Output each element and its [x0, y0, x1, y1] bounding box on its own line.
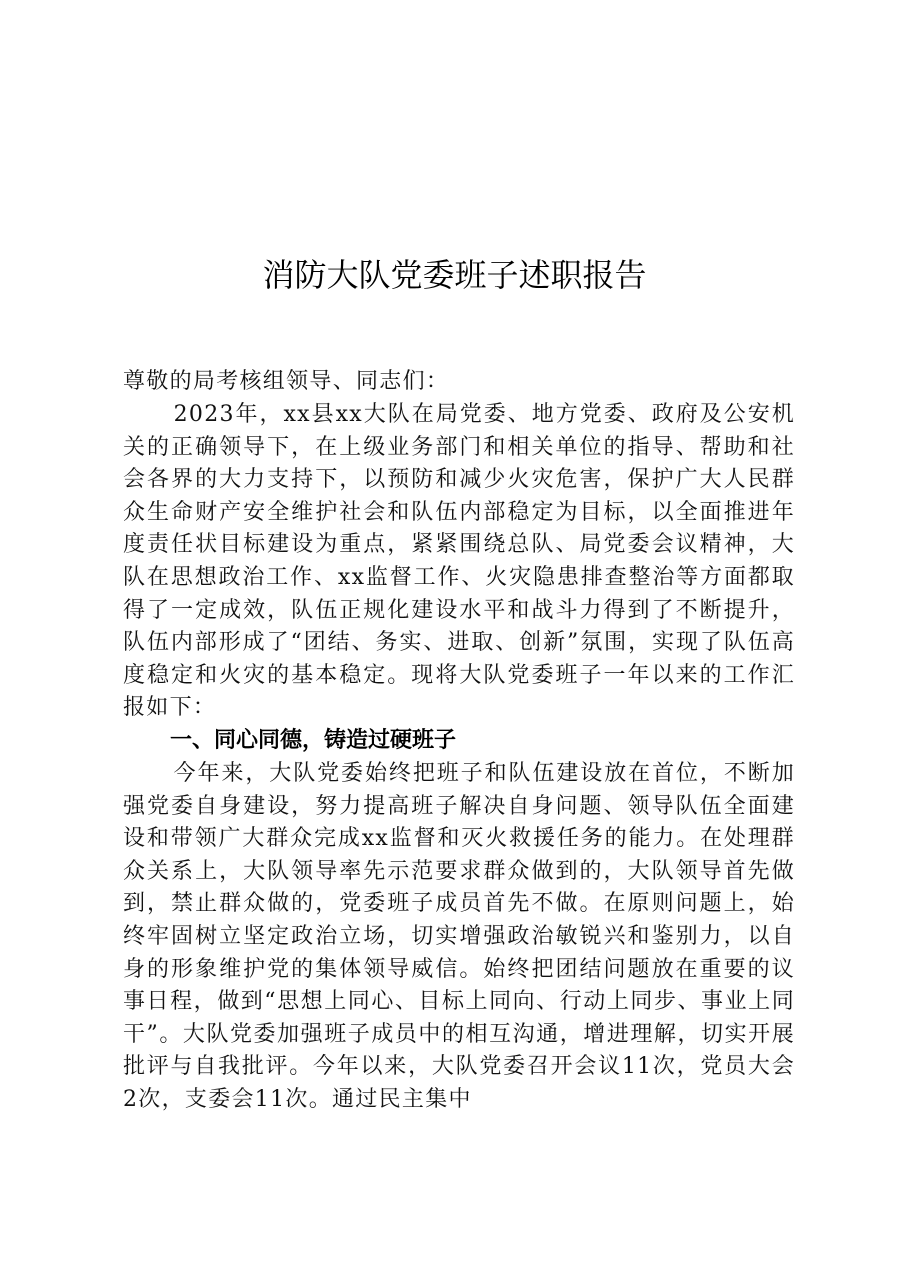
paragraph-section-1: 今年来，大队党委始终把班子和队伍建设放在首位，不断加强党委自身建设，努力提高班子解决自身问题、领导队伍全面建设和带领广大群众完成xx监督和灭火救援任务的能力。在处理群众关系上，大队领导率先示范要求群众做到的，大队领导首先做到，禁止群众做的，党委班子成员首先不做。在原则问题上，始终牢固树立坚定政治立场，切实增强政治敏锐兴和鉴别力，以自身的形象维护党的集体领导威信。始终把团结问题放在重要的议事日程，做到“思想上同心、目标上同向、行动上同步、事业上同干”。大队党委加强班子成员中的相互沟通，增进理解，切实开展批评与自我批评。今年以来，大队党委召开会议11次，党员大会2次，支委会11次。通过民主集中	[123, 761, 795, 1112]
section-heading-1: 一、同心同德，铸造过硬班子	[170, 728, 457, 753]
document-title: 消防大队党委班子述职报告	[262, 256, 647, 294]
paragraph-intro: 2023年，xx县xx大队在局党委、地方党委、政府及公安机关的正确领导下，在上级业务部门和相关单位的指导、帮助和社会各界的大力支持下，以预防和减少火灾危害，保护广大人民群众生命财产安全维护社会和队伍内部稳定为目标，以全面推进年度责任状目标建设为重点，紧紧围绕总队、局党委会议精神，大队在思想政治工作、xx监督工作、火灾隐患排查整治等方面都取得了一定成效，队伍正规化建设水平和战斗力得到了不断提升，队伍内部形成了“团结、务实、进取、创新”氛围，实现了队伍高度稳定和火灾的基本稳定。现将大队党委班子一年以来的工作汇报如下：	[123, 402, 795, 721]
salutation: 尊敬的局考核组领导、同志们：	[123, 369, 450, 394]
